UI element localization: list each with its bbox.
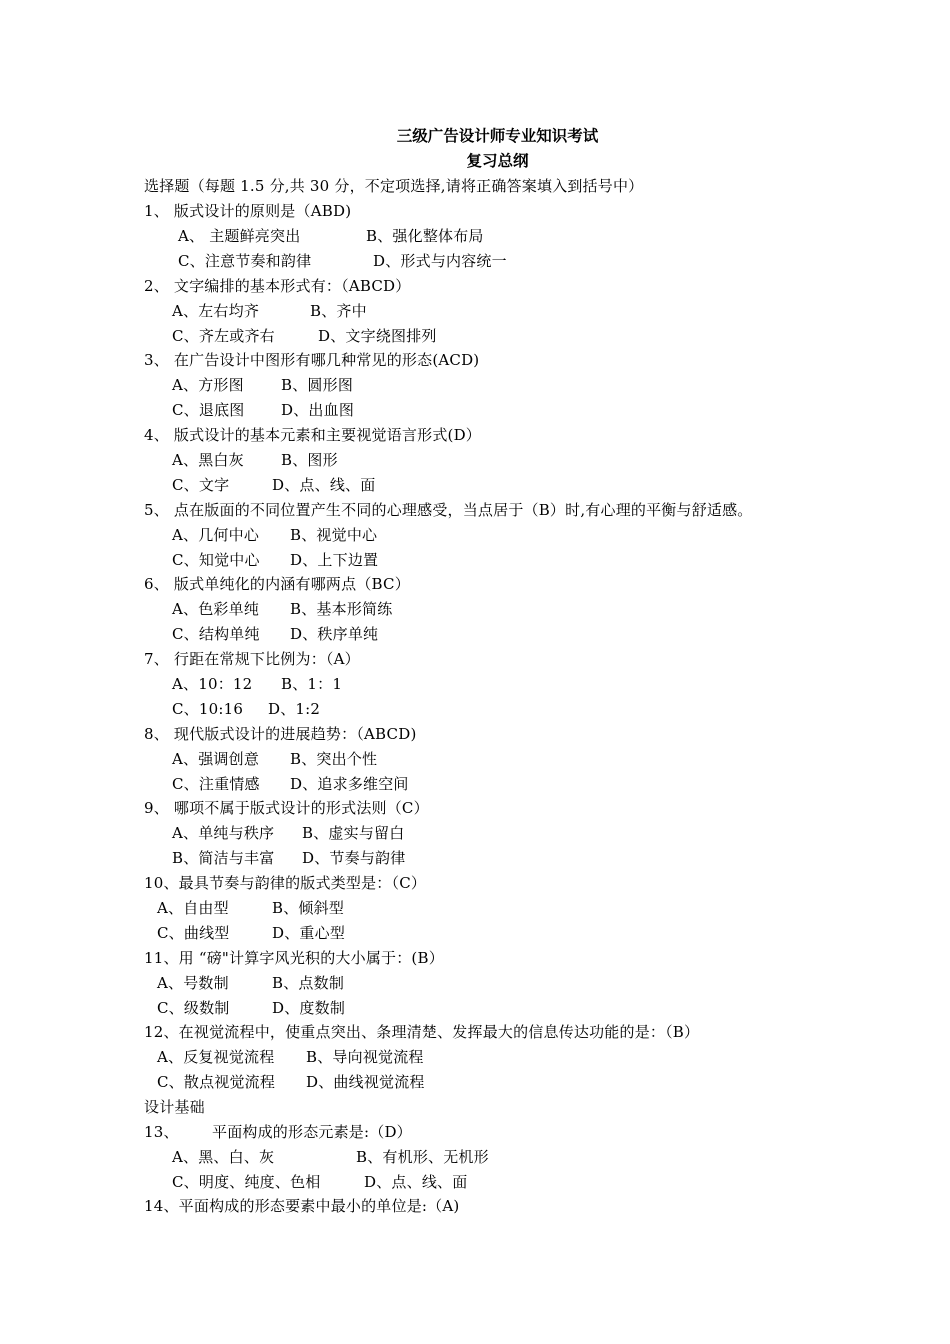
option-6d: D、秩序单纯 bbox=[290, 625, 379, 643]
option-2c: C、齐左或齐右 bbox=[172, 327, 275, 345]
option-5a: A、几何中心 bbox=[172, 526, 260, 544]
option-13a: A、黑、白、灰 bbox=[172, 1148, 275, 1166]
question-1: 1、 版式设计的原则是（ABD) bbox=[144, 202, 352, 220]
option-9a: A、单纯与秩序 bbox=[172, 824, 275, 842]
question-7: 7、 行距在常规下比例为：（A） bbox=[144, 650, 360, 668]
question-12: 12、在视觉流程中，使重点突出、条理清楚、发挥最大的信息传达功能的是：（B） bbox=[144, 1023, 700, 1041]
option-9b: B、虚实与留白 bbox=[302, 824, 405, 842]
option-6c: C、结构单纯 bbox=[172, 625, 260, 643]
option-10d: D、重心型 bbox=[272, 924, 346, 942]
option-5d: D、上下边置 bbox=[290, 551, 379, 569]
option-1b: B、强化整体布局 bbox=[366, 227, 484, 245]
option-3a: A、方形图 bbox=[172, 376, 244, 394]
option-5c: C、知觉中心 bbox=[172, 551, 260, 569]
option-2a: A、左右均齐 bbox=[172, 302, 260, 320]
intro-text: 选择题（每题 1.5 分,共 30 分，不定项选择,请将正确答案填入到括号中） bbox=[144, 177, 644, 195]
option-1a: A、 主题鲜亮突出 bbox=[178, 227, 301, 245]
option-4a: A、黑白灰 bbox=[172, 451, 244, 469]
option-12a: A、反复视觉流程 bbox=[157, 1048, 275, 1066]
option-4c: C、文字 bbox=[172, 476, 230, 494]
option-10a: A、自由型 bbox=[157, 899, 229, 917]
option-4d: D、点、线、面 bbox=[272, 476, 376, 494]
option-12b: B、导向视觉流程 bbox=[306, 1048, 424, 1066]
option-1d: D、形式与内容统一 bbox=[373, 252, 507, 270]
question-3: 3、 在广告设计中图形有哪几种常见的形态(ACD) bbox=[144, 351, 480, 369]
option-10c: C、曲线型 bbox=[157, 924, 230, 942]
option-4b: B、图形 bbox=[281, 451, 338, 469]
option-12c: C、散点视觉流程 bbox=[157, 1073, 276, 1091]
option-8a: A、强调创意 bbox=[172, 750, 260, 768]
question-6: 6、 版式单纯化的内涵有哪两点（BC） bbox=[144, 575, 410, 593]
option-11c: C、级数制 bbox=[157, 999, 230, 1017]
question-11: 11、用 “磅"计算字风光积的大小属于：(B） bbox=[144, 949, 444, 967]
question-2: 2、 文字编排的基本形式有：（ABCD） bbox=[144, 277, 411, 295]
section-heading: 设计基础 bbox=[144, 1098, 205, 1116]
option-7b: B、1：1 bbox=[281, 675, 343, 693]
option-5b: B、视觉中心 bbox=[290, 526, 378, 544]
option-12d: D、曲线视觉流程 bbox=[306, 1073, 425, 1091]
question-13-number: 13、 bbox=[144, 1123, 179, 1141]
option-3b: B、圆形图 bbox=[281, 376, 354, 394]
question-4: 4、 版式设计的基本元素和主要视觉语言形式(D） bbox=[144, 426, 481, 444]
document-subtitle: 复习总纲 bbox=[466, 151, 529, 170]
option-2d: D、文字绕图排列 bbox=[318, 327, 437, 345]
option-13b: B、有机形、无机形 bbox=[356, 1148, 489, 1166]
option-10b: B、倾斜型 bbox=[272, 899, 345, 917]
question-14: 14、平面构成的形态要素中最小的单位是:（A) bbox=[144, 1197, 460, 1215]
option-7d: D、1:2 bbox=[268, 700, 321, 718]
question-9: 9、 哪项不属于版式设计的形式法则（C） bbox=[144, 799, 429, 817]
document-title: 三级广告设计师专业知识考试 bbox=[396, 126, 599, 145]
option-7c: C、10:16 bbox=[172, 700, 244, 718]
question-13-text: 平面构成的形态元素是:（D） bbox=[212, 1123, 412, 1141]
option-8c: C、注重情感 bbox=[172, 775, 260, 793]
option-1c: C、注意节奏和韵律 bbox=[178, 252, 312, 270]
option-11d: D、度数制 bbox=[272, 999, 346, 1017]
option-8b: B、突出个性 bbox=[290, 750, 378, 768]
option-11b: B、点数制 bbox=[272, 974, 345, 992]
option-6a: A、色彩单纯 bbox=[172, 600, 260, 618]
question-8: 8、 现代版式设计的进展趋势：（ABCD) bbox=[144, 725, 417, 743]
option-11a: A、号数制 bbox=[157, 974, 229, 992]
option-13c: C、明度、纯度、色相 bbox=[172, 1173, 321, 1191]
option-8d: D、追求多维空间 bbox=[290, 775, 409, 793]
question-5: 5、 点在版面的不同位置产生不同的心理感受，当点居于（B）时,有心理的平衡与舒适感。 bbox=[144, 501, 753, 519]
question-10: 10、最具节奏与韵律的版式类型是：（C） bbox=[144, 874, 427, 892]
option-2b: B、齐中 bbox=[310, 302, 367, 320]
option-3c: C、退底图 bbox=[172, 401, 245, 419]
option-7a: A、10：12 bbox=[172, 675, 253, 693]
option-9d: D、节奏与韵律 bbox=[302, 849, 406, 867]
option-6b: B、基本形简练 bbox=[290, 600, 393, 618]
option-3d: D、出血图 bbox=[281, 401, 355, 419]
option-13d: D、点、线、面 bbox=[364, 1173, 468, 1191]
option-9c: B、简洁与丰富 bbox=[172, 849, 275, 867]
